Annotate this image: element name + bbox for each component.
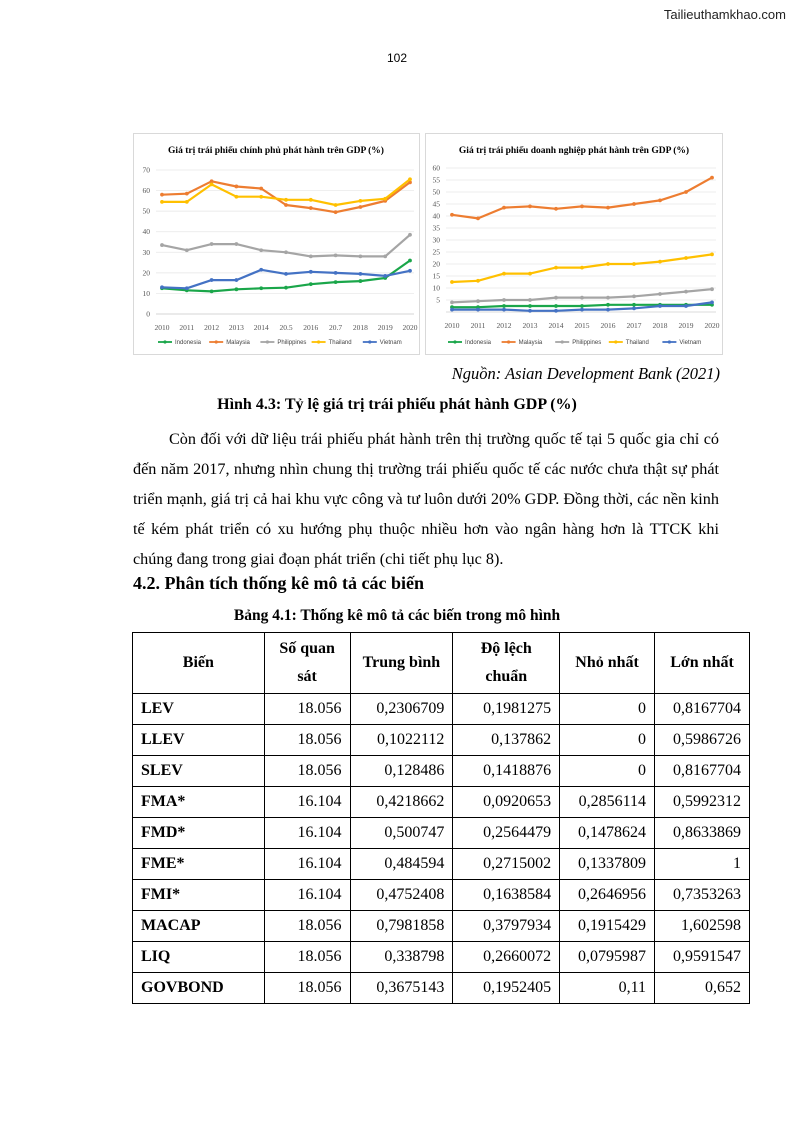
data-point bbox=[632, 303, 636, 307]
legend-marker bbox=[215, 340, 218, 343]
data-point bbox=[235, 185, 239, 189]
data-point bbox=[658, 304, 662, 308]
data-point bbox=[450, 308, 454, 312]
x-tick-label: 2010 bbox=[444, 321, 460, 330]
data-point bbox=[210, 278, 214, 282]
section-heading: 4.2. Phân tích thống kê mô tả các biến bbox=[133, 573, 425, 593]
figure-source: Nguồn: Asian Development Bank (2021) bbox=[451, 364, 720, 383]
legend-label: Thailand bbox=[625, 340, 649, 346]
data-point bbox=[710, 176, 714, 180]
data-point bbox=[554, 304, 558, 308]
data-point bbox=[528, 205, 532, 209]
x-tick-label: 2020 bbox=[704, 321, 720, 330]
data-point bbox=[606, 206, 610, 210]
legend-label: Malaysia bbox=[518, 340, 543, 346]
y-tick-label: 30 bbox=[142, 247, 150, 257]
data-point bbox=[284, 286, 288, 290]
cell-variable: LLEV bbox=[133, 725, 265, 756]
data-point bbox=[450, 280, 454, 284]
x-tick-label: 2014 bbox=[548, 321, 564, 330]
data-point bbox=[580, 296, 584, 300]
table-row bbox=[133, 911, 750, 942]
x-tick-label: 2017 bbox=[626, 321, 642, 330]
y-tick-label: 25 bbox=[432, 247, 440, 257]
page-number: 102 bbox=[386, 51, 408, 65]
cell-observations: 16.104 bbox=[264, 849, 350, 880]
y-tick-label: 35 bbox=[432, 223, 440, 233]
cell-min: 0,11 bbox=[560, 973, 655, 1004]
data-point bbox=[383, 274, 387, 278]
data-point bbox=[210, 289, 214, 293]
x-tick-label: 2019 bbox=[678, 321, 694, 330]
x-tick-label: 2011 bbox=[179, 323, 195, 332]
data-point bbox=[359, 279, 363, 283]
data-point bbox=[235, 242, 239, 246]
cell-mean: 0,4752408 bbox=[350, 880, 453, 911]
table-row bbox=[133, 942, 750, 973]
cell-std-dev: 0,1981275 bbox=[453, 694, 560, 725]
data-point bbox=[554, 309, 558, 313]
cell-std-dev: 0,0920653 bbox=[453, 787, 560, 818]
cell-variable: SLEV bbox=[133, 756, 265, 787]
data-point bbox=[359, 255, 363, 259]
x-tick-label: 2013 bbox=[228, 323, 244, 332]
legend-label: Indonesia bbox=[175, 340, 202, 346]
chart-title: Giá trị trái phiếu chính phủ phát hành trên GDP (%) bbox=[168, 146, 384, 156]
data-point bbox=[502, 298, 506, 302]
x-tick-label: 20.7 bbox=[329, 323, 343, 332]
chart-corporate-bonds bbox=[425, 133, 723, 355]
data-point bbox=[160, 285, 164, 289]
table-row bbox=[133, 818, 750, 849]
header-mean: Trung bình bbox=[350, 633, 453, 694]
cell-observations: 18.056 bbox=[264, 694, 350, 725]
cell-mean: 0,128486 bbox=[350, 756, 453, 787]
x-tick-label: 2012 bbox=[496, 321, 512, 330]
cell-min: 0,0795987 bbox=[560, 942, 655, 973]
data-point bbox=[334, 271, 338, 275]
legend-label: Vietnam bbox=[679, 340, 702, 346]
chart-title: Giá trị trái phiếu doanh nghiệp phát hành trên GDP (%) bbox=[458, 146, 690, 156]
data-point bbox=[502, 304, 506, 308]
header-min: Nhỏ nhất bbox=[560, 633, 655, 694]
data-point bbox=[334, 253, 338, 257]
data-point bbox=[710, 253, 714, 257]
data-point bbox=[658, 292, 662, 296]
legend-label: Vietnam bbox=[379, 340, 402, 346]
cell-min: 0,2646956 bbox=[560, 880, 655, 911]
chart-government-bonds-svg bbox=[134, 134, 419, 354]
y-tick-label: 0 bbox=[146, 309, 150, 319]
y-tick-label: 45 bbox=[432, 199, 440, 209]
x-tick-label: 2012 bbox=[204, 323, 220, 332]
cell-variable: LIQ bbox=[133, 942, 265, 973]
x-tick-label: 2020 bbox=[402, 323, 418, 332]
cell-variable: MACAP bbox=[133, 911, 265, 942]
cell-std-dev: 0,2660072 bbox=[453, 942, 560, 973]
cell-variable: FME* bbox=[133, 849, 265, 880]
cell-max: 0,5986726 bbox=[655, 725, 750, 756]
data-point bbox=[580, 266, 584, 270]
x-tick-label: 2018 bbox=[352, 323, 368, 332]
chart-government-bonds bbox=[133, 133, 420, 355]
data-point bbox=[684, 256, 688, 260]
legend-marker bbox=[507, 340, 510, 343]
x-tick-label: 2016 bbox=[600, 321, 616, 330]
header-std-dev: Độ lệch chuẩn bbox=[453, 633, 560, 694]
table-row bbox=[133, 973, 750, 1004]
cell-max: 1 bbox=[655, 849, 750, 880]
data-point bbox=[334, 210, 338, 214]
data-point bbox=[528, 298, 532, 302]
data-point bbox=[259, 286, 263, 290]
y-tick-label: 50 bbox=[432, 187, 440, 197]
cell-std-dev: 0,137862 bbox=[453, 725, 560, 756]
y-tick-label: 40 bbox=[142, 227, 150, 237]
y-tick-label: 15 bbox=[432, 271, 440, 281]
data-point bbox=[632, 295, 636, 299]
data-point bbox=[259, 187, 263, 191]
x-tick-label: 2018 bbox=[652, 321, 668, 330]
cell-variable: FMA* bbox=[133, 787, 265, 818]
table-row bbox=[133, 880, 750, 911]
figure-charts bbox=[133, 133, 723, 355]
data-point bbox=[606, 296, 610, 300]
legend-label: Thailand bbox=[328, 340, 352, 346]
data-point bbox=[284, 272, 288, 276]
legend-marker bbox=[561, 340, 564, 343]
y-tick-label: 70 bbox=[142, 165, 150, 175]
cell-mean: 0,484594 bbox=[350, 849, 453, 880]
cell-std-dev: 0,2715002 bbox=[453, 849, 560, 880]
y-tick-label: 10 bbox=[142, 288, 150, 298]
data-point bbox=[185, 192, 189, 196]
cell-min: 0,1915429 bbox=[560, 911, 655, 942]
data-point bbox=[334, 280, 338, 284]
header-observations: Số quan sát bbox=[264, 633, 350, 694]
data-point bbox=[450, 301, 454, 305]
data-point bbox=[528, 272, 532, 276]
x-tick-label: 2013 bbox=[522, 321, 538, 330]
y-tick-label: 20 bbox=[142, 268, 150, 278]
data-point bbox=[528, 309, 532, 313]
data-point bbox=[632, 262, 636, 266]
data-point bbox=[580, 308, 584, 312]
cell-mean: 0,3675143 bbox=[350, 973, 453, 1004]
cell-min: 0,1337809 bbox=[560, 849, 655, 880]
data-point bbox=[408, 233, 412, 237]
data-point bbox=[160, 193, 164, 197]
cell-min: 0 bbox=[560, 725, 655, 756]
data-point bbox=[284, 250, 288, 254]
cell-std-dev: 0,1952405 bbox=[453, 973, 560, 1004]
cell-std-dev: 0,1418876 bbox=[453, 756, 560, 787]
stats-table bbox=[132, 632, 750, 1004]
cell-std-dev: 0,1638584 bbox=[453, 880, 560, 911]
series-line bbox=[452, 178, 712, 219]
cell-observations: 18.056 bbox=[264, 942, 350, 973]
data-point bbox=[309, 270, 313, 274]
data-point bbox=[606, 262, 610, 266]
data-point bbox=[334, 203, 338, 207]
data-point bbox=[160, 243, 164, 247]
data-point bbox=[554, 207, 558, 211]
cell-observations: 16.104 bbox=[264, 787, 350, 818]
legend-marker bbox=[668, 340, 671, 343]
data-point bbox=[185, 286, 189, 290]
legend-marker bbox=[614, 340, 617, 343]
data-point bbox=[684, 304, 688, 308]
cell-observations: 18.056 bbox=[264, 911, 350, 942]
data-point bbox=[259, 268, 263, 272]
data-point bbox=[476, 217, 480, 221]
cell-mean: 0,2306709 bbox=[350, 694, 453, 725]
data-point bbox=[684, 190, 688, 194]
figure-caption: Hình 4.3: Tỷ lệ giá trị trái phiếu phát hành GDP (%) bbox=[217, 396, 577, 413]
cell-max: 0,8167704 bbox=[655, 694, 750, 725]
cell-mean: 0,338798 bbox=[350, 942, 453, 973]
series-line bbox=[162, 181, 410, 212]
cell-min: 0 bbox=[560, 756, 655, 787]
cell-variable: LEV bbox=[133, 694, 265, 725]
data-point bbox=[580, 205, 584, 209]
cell-min: 0,1478624 bbox=[560, 818, 655, 849]
legend-label: Philippines bbox=[277, 340, 307, 346]
table-row bbox=[133, 694, 750, 725]
cell-std-dev: 0,3797934 bbox=[453, 911, 560, 942]
data-point bbox=[309, 206, 313, 210]
y-tick-label: 10 bbox=[432, 283, 440, 293]
legend-marker bbox=[368, 340, 371, 343]
body-paragraph bbox=[133, 424, 719, 574]
watermark-text: Tailieuthamkhao.com bbox=[663, 7, 786, 22]
cell-mean: 0,1022112 bbox=[350, 725, 453, 756]
cell-max: 0,8167704 bbox=[655, 756, 750, 787]
y-tick-label: 60 bbox=[142, 186, 150, 196]
data-point bbox=[160, 200, 164, 204]
data-point bbox=[309, 282, 313, 286]
data-point bbox=[210, 183, 214, 187]
y-tick-label: 60 bbox=[432, 163, 440, 173]
data-point bbox=[632, 307, 636, 311]
data-point bbox=[554, 296, 558, 300]
table-header-row bbox=[133, 633, 750, 694]
chart-corporate-bonds-svg bbox=[426, 134, 722, 354]
data-point bbox=[185, 248, 189, 252]
x-tick-label: 2014 bbox=[253, 323, 269, 332]
data-point bbox=[235, 278, 239, 282]
x-tick-label: 2010 bbox=[154, 323, 170, 332]
cell-min: 0,2856114 bbox=[560, 787, 655, 818]
data-point bbox=[502, 206, 506, 210]
data-point bbox=[502, 308, 506, 312]
x-tick-label: 2015 bbox=[574, 321, 590, 330]
legend-marker bbox=[317, 340, 320, 343]
cell-std-dev: 0,2564479 bbox=[453, 818, 560, 849]
legend-label: Malaysia bbox=[226, 340, 250, 346]
cell-observations: 18.056 bbox=[264, 973, 350, 1004]
y-tick-label: 20 bbox=[432, 259, 440, 269]
legend-label: Indonesia bbox=[465, 340, 492, 346]
legend-marker bbox=[453, 340, 456, 343]
header-variable: Biến bbox=[133, 633, 265, 694]
data-point bbox=[359, 199, 363, 203]
legend-marker bbox=[163, 340, 166, 343]
data-point bbox=[359, 272, 363, 276]
data-point bbox=[710, 287, 714, 291]
y-tick-label: 5 bbox=[436, 295, 440, 305]
x-tick-label: 2011 bbox=[470, 321, 486, 330]
y-tick-label: 40 bbox=[432, 211, 440, 221]
data-point bbox=[684, 290, 688, 294]
data-point bbox=[210, 242, 214, 246]
cell-max: 0,5992312 bbox=[655, 787, 750, 818]
cell-max: 1,602598 bbox=[655, 911, 750, 942]
cell-max: 0,7353263 bbox=[655, 880, 750, 911]
data-point bbox=[235, 195, 239, 199]
table-row bbox=[133, 725, 750, 756]
data-point bbox=[408, 177, 412, 181]
x-tick-label: 2019 bbox=[377, 323, 393, 332]
data-point bbox=[359, 205, 363, 209]
data-point bbox=[710, 301, 714, 305]
data-point bbox=[580, 304, 584, 308]
cell-variable: FMD* bbox=[133, 818, 265, 849]
table-row bbox=[133, 787, 750, 818]
cell-variable: FMI* bbox=[133, 880, 265, 911]
y-tick-label: 50 bbox=[142, 206, 150, 216]
paragraph-text: Còn đối với dữ liệu trái phiếu phát hành trên thị trường quốc tế tại 5 quốc gia chỉ có đến năm 2017, nhưng nhìn chung thị trường trái phiếu quốc tế các nước chưa thật sự phát triển mạnh, giá trị cả hai khu vực công và tư luôn dưới 20% GDP. Đồng thời, các nền kinh tế kém phát triển có xu hướng phụ thuộc nhiều hơn vào ngân hàng hơn là TTCK khi chúng đang trong giai đoạn phát triển (chi tiết phụ lục 8). bbox=[133, 430, 719, 568]
cell-max: 0,652 bbox=[655, 973, 750, 1004]
data-point bbox=[383, 197, 387, 201]
table-row bbox=[133, 849, 750, 880]
cell-observations: 18.056 bbox=[264, 756, 350, 787]
cell-variable: GOVBOND bbox=[133, 973, 265, 1004]
data-point bbox=[658, 260, 662, 264]
data-point bbox=[259, 248, 263, 252]
cell-mean: 0,500747 bbox=[350, 818, 453, 849]
data-point bbox=[235, 287, 239, 291]
header-max: Lớn nhất bbox=[655, 633, 750, 694]
y-tick-label: 30 bbox=[432, 235, 440, 245]
data-point bbox=[383, 255, 387, 259]
legend-marker bbox=[266, 340, 269, 343]
data-point bbox=[408, 269, 412, 273]
data-point bbox=[476, 299, 480, 303]
data-point bbox=[528, 304, 532, 308]
x-tick-label: 2016 bbox=[303, 323, 319, 332]
table-row bbox=[133, 756, 750, 787]
cell-observations: 18.056 bbox=[264, 725, 350, 756]
cell-mean: 0,7981858 bbox=[350, 911, 453, 942]
data-point bbox=[502, 272, 506, 276]
data-point bbox=[632, 202, 636, 206]
cell-mean: 0,4218662 bbox=[350, 787, 453, 818]
data-point bbox=[284, 203, 288, 207]
cell-observations: 16.104 bbox=[264, 818, 350, 849]
data-point bbox=[259, 195, 263, 199]
x-tick-label: 20.5 bbox=[279, 323, 293, 332]
data-point bbox=[606, 308, 610, 312]
cell-observations: 16.104 bbox=[264, 880, 350, 911]
data-point bbox=[408, 259, 412, 263]
data-point bbox=[554, 266, 558, 270]
data-point bbox=[284, 198, 288, 202]
cell-max: 0,9591547 bbox=[655, 942, 750, 973]
data-point bbox=[476, 279, 480, 283]
y-tick-label: 55 bbox=[432, 175, 440, 185]
cell-min: 0 bbox=[560, 694, 655, 725]
data-point bbox=[658, 199, 662, 203]
data-point bbox=[309, 198, 313, 202]
data-point bbox=[606, 303, 610, 307]
data-point bbox=[450, 213, 454, 217]
data-point bbox=[476, 308, 480, 312]
table-caption: Bảng 4.1: Thống kê mô tả các biến trong mô hình bbox=[233, 607, 561, 624]
data-point bbox=[185, 200, 189, 204]
data-point bbox=[309, 255, 313, 259]
legend-label: Philippines bbox=[572, 340, 602, 346]
cell-max: 0,8633869 bbox=[655, 818, 750, 849]
